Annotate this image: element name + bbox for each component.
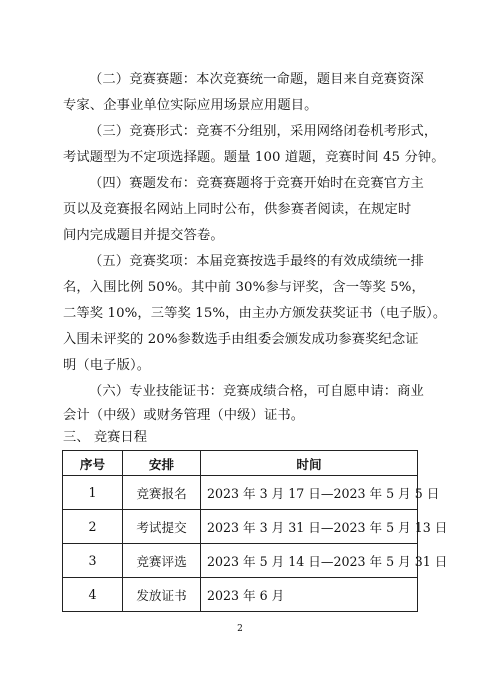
cell-time: 2023 年 5 月 14 日—2023 年 5 月 31 日 [201, 544, 418, 578]
schedule-table [62, 450, 448, 612]
paragraph-line: （六）专业技能证书：竞赛成绩合格，可自愿申请：商业 [89, 384, 424, 399]
paragraph-line: 入围未评奖的 20%参数选手由组委会颁发成功参赛奖纪念证 [63, 332, 419, 347]
table-header-row [63, 451, 418, 476]
cell-item: 竞赛评选 [123, 544, 201, 578]
cell-number: 3 [63, 544, 123, 578]
table-row [63, 510, 418, 544]
table-row [63, 578, 418, 612]
section-heading-schedule: 三、 竞赛日程 [63, 430, 148, 445]
column-header-time: 时间 [201, 451, 418, 476]
paragraph-line: （四）赛题发布：竞赛赛题将于竞赛开始时在竞赛官方主 [89, 176, 424, 191]
cell-item: 竞赛报名 [123, 476, 201, 510]
cell-item: 发放证书 [123, 578, 201, 612]
cell-number: 4 [63, 578, 123, 612]
cell-item: 考试提交 [123, 510, 201, 544]
paragraph-line: 页以及竞赛报名网站上同时公布，供参赛者阅读，在规定时 [63, 202, 412, 217]
column-header-item: 安排 [123, 451, 201, 476]
paragraph-line: （三）竞赛形式：竞赛不分组别，采用网络闭卷机考形式， [89, 124, 438, 139]
cell-time: 2023 年 6 月 [201, 578, 418, 612]
column-header-number: 序号 [63, 451, 123, 476]
page-number: 2 [237, 624, 243, 634]
paragraph-line: （二）竞赛赛题：本次竞赛统一命题，题目来自竞赛资深 [89, 72, 424, 87]
cell-time: 2023 年 3 月 31 日—2023 年 5 月 13 日 [201, 510, 418, 544]
paragraph-line: 明（电子版）。 [63, 358, 151, 373]
paragraph-line: 名，入围比例 50%。其中前 30%参与评奖，含一等奖 5%， [63, 280, 425, 295]
paragraph-line: 会计（中级）或财务管理（中级）证书。 [63, 408, 305, 423]
paragraph-line: 二等奖 10%，三等奖 15%，由主办方颁发获奖证书（电子版）。 [63, 306, 447, 321]
paragraph-line: 间内完成题目并提交答卷。 [63, 228, 224, 243]
paragraph-line: （五）竞赛奖项：本届竞赛按选手最终的有效成绩统一排 [89, 254, 424, 269]
cell-number: 2 [63, 510, 123, 544]
paragraph-line: 考试题型为不定项选择题。题量 100 道题，竞赛时间 45 分钟。 [63, 150, 445, 165]
table-row [63, 544, 418, 578]
table-row [63, 476, 418, 510]
cell-time: 2023 年 3 月 17 日—2023 年 5 月 5 日 [201, 476, 418, 510]
cell-number: 1 [63, 476, 123, 510]
paragraph-line: 专家、企事业单位实际应用场景应用题目。 [63, 98, 318, 113]
